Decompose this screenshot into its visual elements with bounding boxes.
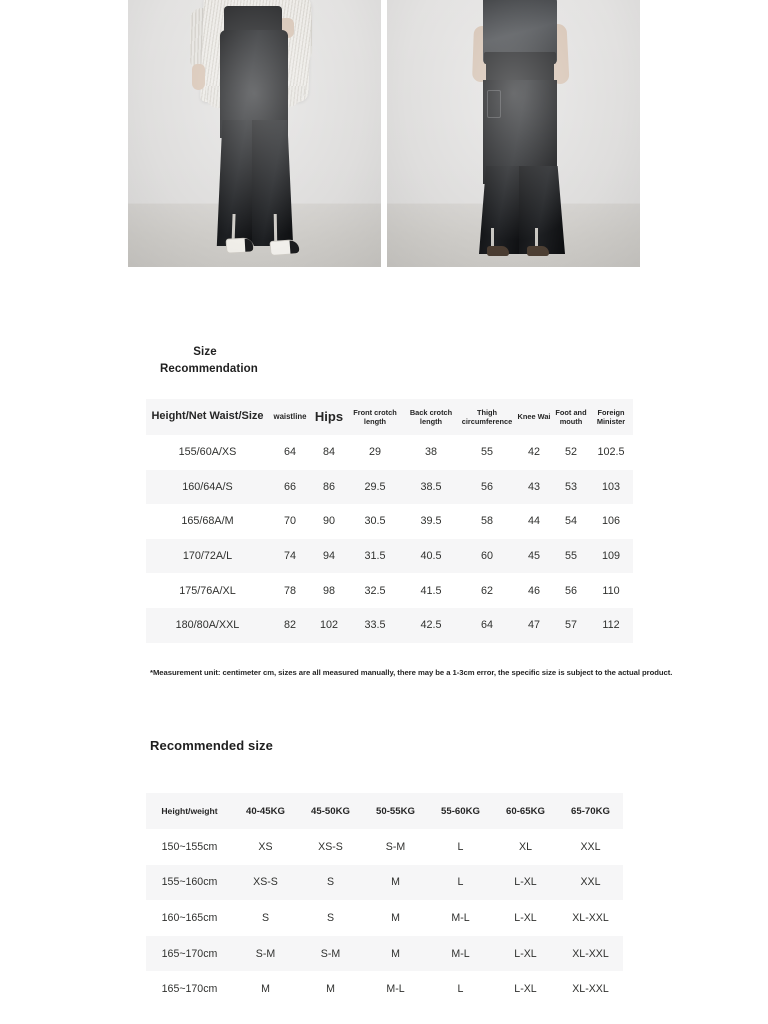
cell-size-45-50kg: M	[298, 971, 363, 1007]
cell-thigh: 55	[459, 435, 515, 470]
column-header-height-weight: Height/weight	[146, 793, 233, 829]
recommended-size-heading: Recommended size	[150, 738, 273, 753]
product-image-gallery	[128, 0, 640, 267]
cell-front-crotch: 31.5	[347, 539, 403, 574]
cell-waistline: 74	[269, 539, 311, 574]
table-row	[146, 865, 623, 901]
cell-foreign: 112	[589, 608, 633, 643]
column-header-40-45kg: 40-45KG	[233, 793, 298, 829]
cell-size-50-55kg: M	[363, 936, 428, 972]
cell-waistline: 70	[269, 504, 311, 539]
cell-height-range: 165~170cm	[146, 971, 233, 1007]
cell-foreign: 109	[589, 539, 633, 574]
cell-size: 175/76A/XL	[146, 573, 269, 608]
table-row	[146, 900, 623, 936]
cell-back-crotch: 41.5	[403, 573, 459, 608]
cell-size-40-45kg: XS-S	[233, 865, 298, 901]
cell-size-60-65kg: XL	[493, 829, 558, 865]
cell-size-40-45kg: S-M	[233, 936, 298, 972]
column-header-60-65kg: 60-65KG	[493, 793, 558, 829]
cell-size-45-50kg: S	[298, 865, 363, 901]
cell-size-50-55kg: S-M	[363, 829, 428, 865]
cell-height-range: 150~155cm	[146, 829, 233, 865]
cell-size-60-65kg: L-XL	[493, 900, 558, 936]
cell-size-55-60kg: L	[428, 971, 493, 1007]
cell-size-65-70kg: XL-XXL	[558, 900, 623, 936]
column-header-55-60kg: 55-60KG	[428, 793, 493, 829]
cell-front-crotch: 33.5	[347, 608, 403, 643]
cell-size-55-60kg: M-L	[428, 936, 493, 972]
cell-size-65-70kg: XL-XXL	[558, 971, 623, 1007]
cell-hips: 86	[311, 470, 347, 505]
cell-thigh: 64	[459, 608, 515, 643]
column-header-hips: Hips	[311, 399, 347, 435]
column-header-waistline: waistline	[269, 399, 311, 435]
cell-hips: 102	[311, 608, 347, 643]
recommended-size-table	[146, 793, 623, 1007]
cell-size-45-50kg: XS-S	[298, 829, 363, 865]
cell-size: 170/72A/L	[146, 539, 269, 574]
cell-waistline: 66	[269, 470, 311, 505]
cell-size-40-45kg: XS	[233, 829, 298, 865]
cell-size-60-65kg: L-XL	[493, 936, 558, 972]
cell-thigh: 58	[459, 504, 515, 539]
cell-knee: 42	[515, 435, 553, 470]
cell-hips: 94	[311, 539, 347, 574]
column-header-thigh-circumference: Thigh circumference	[459, 399, 515, 435]
photo-vignette	[387, 0, 640, 267]
cell-foreign: 102.5	[589, 435, 633, 470]
cell-size-50-55kg: M-L	[363, 971, 428, 1007]
measurement-note: *Measurement unit: centimeter cm, sizes are all measured manually, there may be a 1-3cm error, the specific size is subject to the actual product.	[150, 668, 673, 677]
cell-foot: 55	[553, 539, 589, 574]
column-header-size: Height/Net Waist/Size	[146, 399, 269, 435]
cell-size-65-70kg: XXL	[558, 829, 623, 865]
cell-front-crotch: 29	[347, 435, 403, 470]
cell-size: 180/80A/XXL	[146, 608, 269, 643]
cell-thigh: 56	[459, 470, 515, 505]
cell-back-crotch: 38.5	[403, 470, 459, 505]
cell-knee: 46	[515, 573, 553, 608]
cell-size-65-70kg: XXL	[558, 865, 623, 901]
photo-vignette	[128, 0, 381, 267]
cell-height-range: 165~170cm	[146, 936, 233, 972]
cell-waistline: 78	[269, 573, 311, 608]
cell-hips: 84	[311, 435, 347, 470]
table-row	[146, 936, 623, 972]
cell-thigh: 62	[459, 573, 515, 608]
column-header-65-70kg: 65-70KG	[558, 793, 623, 829]
cell-size: 160/64A/S	[146, 470, 269, 505]
cell-size-40-45kg: S	[233, 900, 298, 936]
cell-size-55-60kg: L	[428, 865, 493, 901]
table-row	[146, 608, 633, 643]
cell-foot: 53	[553, 470, 589, 505]
column-header-back-crotch-length: Back crotch length	[403, 399, 459, 435]
cell-hips: 98	[311, 573, 347, 608]
table-header-row	[146, 793, 623, 829]
cell-foreign: 110	[589, 573, 633, 608]
cell-foot: 56	[553, 573, 589, 608]
cell-front-crotch: 29.5	[347, 470, 403, 505]
cell-size-55-60kg: L	[428, 829, 493, 865]
table-row	[146, 504, 633, 539]
cell-size-50-55kg: M	[363, 900, 428, 936]
cell-height-range: 155~160cm	[146, 865, 233, 901]
column-header-50-55kg: 50-55KG	[363, 793, 428, 829]
cell-knee: 44	[515, 504, 553, 539]
size-recommendation-heading	[160, 344, 258, 377]
measurements-table	[146, 399, 633, 643]
cell-foot: 54	[553, 504, 589, 539]
cell-foot: 52	[553, 435, 589, 470]
table-header-row	[146, 399, 633, 435]
cell-back-crotch: 38	[403, 435, 459, 470]
column-header-front-crotch-length: Front crotch length	[347, 399, 403, 435]
column-header-45-50kg: 45-50KG	[298, 793, 363, 829]
cell-size-40-45kg: M	[233, 971, 298, 1007]
cell-waistline: 82	[269, 608, 311, 643]
cell-size-50-55kg: M	[363, 865, 428, 901]
cell-foot: 57	[553, 608, 589, 643]
cell-back-crotch: 42.5	[403, 608, 459, 643]
cell-foreign: 103	[589, 470, 633, 505]
product-photo-front[interactable]	[128, 0, 381, 267]
cell-knee: 45	[515, 539, 553, 574]
cell-size-55-60kg: M-L	[428, 900, 493, 936]
column-header-foreign-minister: Foreign Minister	[589, 399, 633, 435]
cell-size-65-70kg: XL-XXL	[558, 936, 623, 972]
column-header-foot-and-mouth: Foot and mouth	[553, 399, 589, 435]
column-header-knee-wai: Knee Wai	[515, 399, 553, 435]
product-photo-back[interactable]	[387, 0, 640, 267]
cell-size-45-50kg: S-M	[298, 936, 363, 972]
cell-front-crotch: 30.5	[347, 504, 403, 539]
cell-hips: 90	[311, 504, 347, 539]
table-row	[146, 539, 633, 574]
cell-thigh: 60	[459, 539, 515, 574]
cell-foreign: 106	[589, 504, 633, 539]
cell-knee: 43	[515, 470, 553, 505]
cell-height-range: 160~165cm	[146, 900, 233, 936]
cell-size: 165/68A/M	[146, 504, 269, 539]
cell-size: 155/60A/XS	[146, 435, 269, 470]
table-row	[146, 573, 633, 608]
size-recommendation-line-1: Size	[193, 346, 217, 358]
cell-back-crotch: 39.5	[403, 504, 459, 539]
cell-size-45-50kg: S	[298, 900, 363, 936]
table-row	[146, 435, 633, 470]
table-row	[146, 470, 633, 505]
cell-size-60-65kg: L-XL	[493, 971, 558, 1007]
cell-waistline: 64	[269, 435, 311, 470]
cell-size-60-65kg: L-XL	[493, 865, 558, 901]
cell-front-crotch: 32.5	[347, 573, 403, 608]
table-row	[146, 829, 623, 865]
cell-back-crotch: 40.5	[403, 539, 459, 574]
table-row	[146, 971, 623, 1007]
cell-knee: 47	[515, 608, 553, 643]
size-recommendation-line-2: Recommendation	[160, 362, 258, 375]
